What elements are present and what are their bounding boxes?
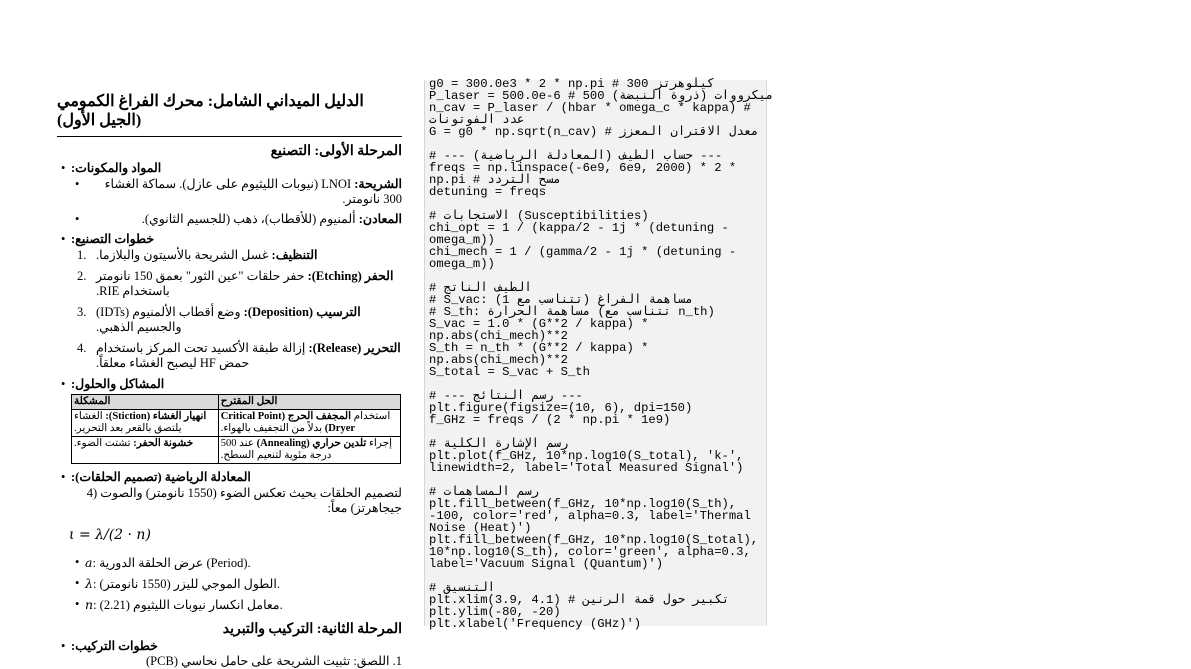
code-line: # رسم المساهمات [429,485,540,499]
code-line: # S_vac: مساهمة الفراغ (تتناسب مع 1) [429,293,693,307]
problem-text: تشتت الضوء. [74,438,131,449]
problems-section [71,377,402,464]
materials-list [71,177,402,227]
code-line: # الاستجابات (Susceptibilities) [429,209,649,223]
code-line: omega_m)) [429,233,495,247]
code-line: S_total = S_vac + S_th [429,365,590,379]
step-number: 4. [77,341,87,355]
code-line: عدد الفوتونات [429,113,525,127]
solution-text: بدلاً من التجفيف بالهواء. [220,423,323,434]
material-label: المعادن: [358,212,402,226]
code-lines [429,77,774,631]
assembly-steps-label: خطوات التركيب: [71,639,158,653]
variables-list [71,555,402,613]
variable-item [85,597,402,613]
code-line: # الطيف الناتج [429,281,532,295]
document-title: الدليل الميداني الشامل: محرك الفراغ الكمومي (الجيل الأول) [57,93,364,129]
table-header: المشكلة [72,395,219,410]
code-line: plt.plot(f_GHz, 10*np.log10(S_total), 'k-', [429,449,744,463]
variable-symbol: a [85,555,93,570]
problem-text: الغشاء يلتصق بالقعر بعد التحرير. [74,411,182,434]
table-header-row [72,395,401,410]
step-label: الترسيب (Deposition): [243,305,361,319]
steps-list [71,248,402,371]
variable-text: : الطول الموجي لليزر (1550 نانومتر). [92,577,280,591]
code-line: plt.xlabel('Frequency (GHz)') [429,617,642,631]
problem-label: خشونة الحفر: [133,438,194,449]
phase2-heading: المرحلة الثانية: التركيب والتبريد [222,622,402,637]
code-line: plt.xlim(3.9, 4.1) # تكبير حول قمة الرنين [429,593,730,607]
code-line: S_th = n_th * (G**2 / kappa) * [429,341,649,355]
problem-label: انهيار الغشاء (Stiction): [105,411,207,422]
code-line: S_vac = 1.0 * (G**2 / kappa) * [429,317,649,331]
code-line: G = g0 * np.sqrt(n_cav) # معدل الاقتران المعزز [429,125,759,139]
code-line: # --- حساب الطيف (المعادلة الرياضية) --- [429,149,723,163]
code-line: chi_mech = 1 / (gamma/2 - 1j * (detuning - [429,245,737,259]
variable-item [85,576,402,592]
steps-label: خطوات التصنيع: [71,232,155,246]
variable-item [85,555,402,571]
code-block [424,77,774,631]
assembly-section [71,639,402,669]
code-line: # --- رسم النتائج --- [429,389,583,403]
code-line: detuning = freqs [429,185,547,199]
materials-label: المواد والمكونات: [71,161,162,175]
material-text: LNOI (نيوبات الليثيوم على عازل). سماكة الغشاء 300 نانومتر. [104,177,402,206]
solution-text: عند 500 درجة مئوية لتنعيم السطح. [220,438,332,461]
step-item [77,341,402,371]
code-line: plt.fill_between(f_GHz, 10*np.log10(S_total), [429,533,759,547]
table-row [72,437,401,464]
solution-text: إجراء [368,438,393,449]
assembly-step-partial: 1. اللصق: تثبيت الشريحة على حامل نحاسي (PCB) [146,654,402,668]
equation-section [71,470,402,485]
guide-document [57,90,402,668]
code-line: np.abs(chi_mech)**2 [429,329,568,343]
step-number: 3. [77,305,87,319]
code-line: n_cav = P_laser / (hbar * omega_c * kappa) # [429,101,751,115]
equation-intro: لتصميم الحلقات بحيث تعكس الضوء (1550 نانومتر) والصوت (4 جيجاهرتز) معاً: [86,486,402,515]
code-line: np.pi # مسح التردد [429,173,561,187]
code-line: plt.fill_between(f_GHz, 10*np.log10(S_th), [429,497,737,511]
step-text: إزالة طبقة الأكسيد تحت المركز باستخدام حمض HF ليصبح الغشاء معلقاً. [96,341,306,370]
step-label: التنظيف: [271,248,318,262]
material-text: ألمنيوم (للأقطاب)، ذهب (للجسيم الثانوي). [141,212,356,226]
code-line: # التنسيق [429,581,496,595]
formula: ι = λ/(2 · n) [69,527,151,543]
step-label: التحرير (Release): [308,341,401,355]
code-line: chi_opt = 1 / (kappa/2 - 1j * (detuning - [429,221,729,235]
steps-section [71,232,402,371]
code-line: plt.ylim(-80, -20) [429,605,561,619]
problem-cell [72,410,219,437]
code-line: linewidth=2, label='Total Measured Signal') [429,461,744,475]
step-item [77,269,402,299]
problems-label: المشاكل والحلول: [71,377,165,391]
code-line: np.abs(chi_mech)**2 [429,353,568,367]
solution-text: استخدام [353,411,391,422]
code-line: # رسم الإشارة الكلية [429,437,569,451]
step-number: 2. [77,269,87,283]
step-label: الحفر (Etching): [307,269,394,283]
code-line: label='Vacuum Signal (Quantum)') [429,557,664,571]
step-text: حفر حلقات "عين الثور" بعمق 150 نانومتر باستخدام RIE. [96,269,305,298]
phase1-heading: المرحلة الأولى: التصنيع [270,144,402,159]
step-item [77,248,402,263]
solution-label: المجفف الحرج (Critical Point Dryer) [220,411,356,434]
solution-cell [218,410,400,437]
code-line: 10*np.log10(S_th), color='green', alpha=0.3, [429,545,751,559]
problem-cell [72,437,219,464]
variable-text: : معامل انكسار نيوبات الليثيوم (2.21). [93,598,283,612]
variable-symbol: λ [85,576,93,591]
step-item [77,305,402,335]
code-line: f_GHz = freqs / (2 * np.pi * 1e9) [429,413,671,427]
phase2-list [57,639,402,669]
code-line: -100, color='red', alpha=0.3, label='Thermal [429,509,751,523]
materials-section [71,161,402,227]
code-line: P_laser = 500.0e-6 # 500 ميكرووات (ذروة النبضة) [429,89,774,103]
step-text: وضع أقطاب الألمنيوم (IDTs) والجسيم الذهبي. [96,305,241,334]
material-item [85,212,402,227]
material-label: الشريحة: [354,177,402,191]
step-number: 1. [77,248,87,262]
code-line: g0 = 300.0e3 * 2 * np.pi # 300 كيلوهرتز [429,77,715,91]
title-divider [57,136,402,137]
equation-label: المعادلة الرياضية (تصميم الحلقات): [71,470,251,484]
code-line: Noise (Heat)') [429,521,532,535]
material-item [85,177,402,207]
solution-cell [218,437,400,464]
code-line: freqs = np.linspace(-6e9, 6e9, 2000) * 2 * [429,161,737,175]
step-text: غسل الشريحة بالأسيتون والبلازما. [96,248,269,262]
code-line: plt.figure(figsize=(10, 6), dpi=150) [429,401,693,415]
table-header: الحل المقترح [218,395,400,410]
solution-label: تلدين حراري (Annealing) [256,438,367,449]
variable-text: : عرض الحلقة الدورية (Period). [92,556,251,570]
table-row [72,410,401,437]
problems-table [71,394,401,464]
variable-symbol: n [85,597,94,612]
code-line: # S_th: مساهمة الحرارة (تتناسب مع n_th) [429,305,715,319]
phase1-list [57,161,402,485]
code-line: omega_m)) [429,257,495,271]
